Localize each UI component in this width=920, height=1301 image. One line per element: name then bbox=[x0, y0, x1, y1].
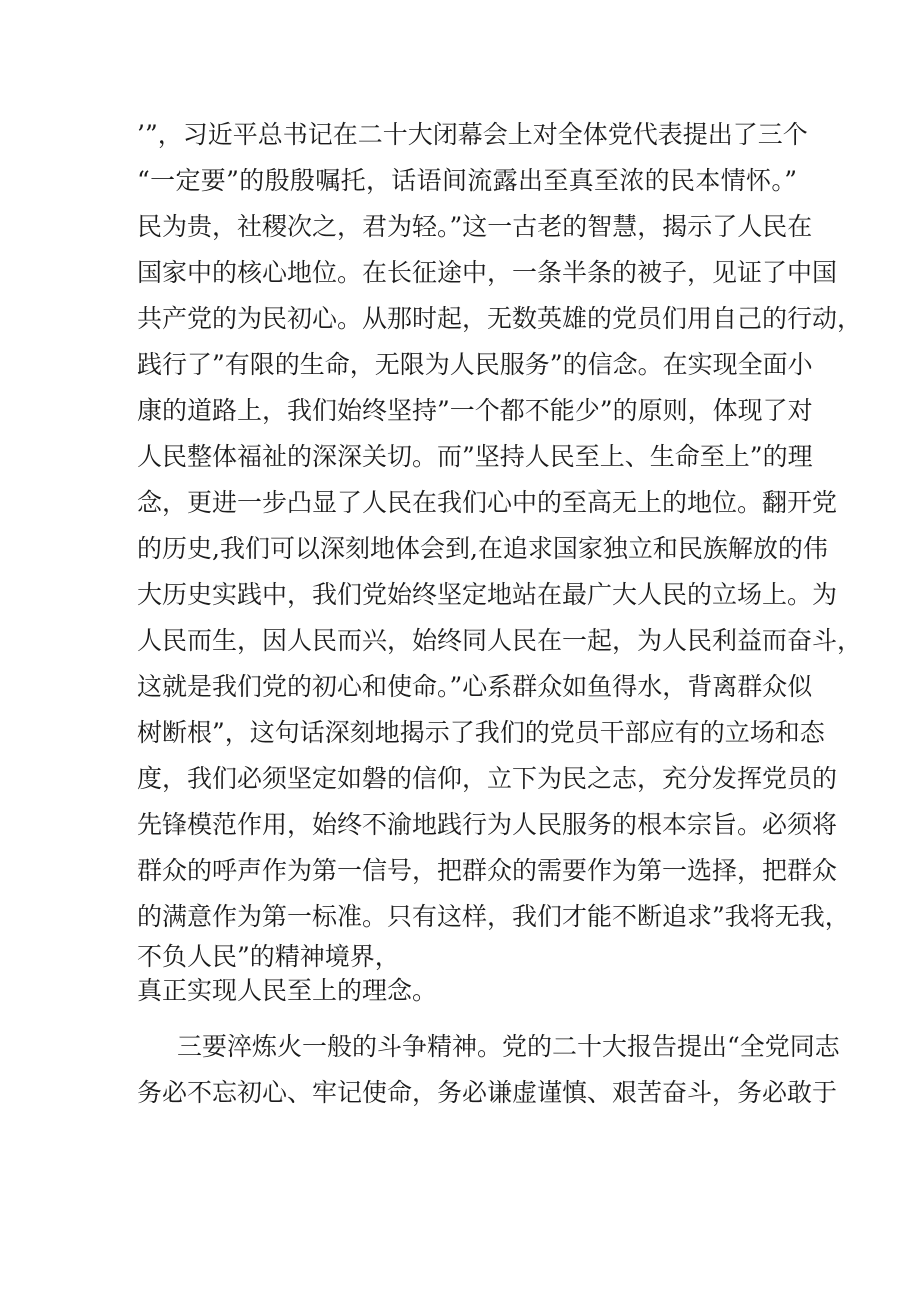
paragraph-start-line: 三要淬炼火一般的斗争精神。党的二十大报告提出“全党同志 bbox=[177, 1032, 840, 1061]
text-line: ’”，习近平总书记在二十大闭幕会上对全体党代表提出了三个 bbox=[137, 120, 808, 149]
text-line: 人民整体福祉的深深关切。而”坚持人民至上、生命至上”的理 bbox=[137, 442, 813, 471]
text-line: 康的道路上，我们始终坚持”一个都不能少”的原则，体现了对 bbox=[137, 396, 813, 425]
text-line: 人民而生，因人民而兴，始终同人民在一起，为人民利益而奋斗， bbox=[137, 626, 863, 655]
text-line: 国家中的核心地位。在长征途中，一条半条的被子，见证了中国 bbox=[137, 258, 838, 287]
text-line: 践行了”有限的生命，无限为人民服务”的信念。在实现全面小 bbox=[137, 350, 813, 379]
body-text bbox=[137, 112, 863, 1116]
text-line: “一定要”的殷殷嘱托，话语间流露出至真至浓的民本情怀。” bbox=[137, 166, 797, 195]
text-line: 念，更进一步凸显了人民在我们心中的至高无上的地位。翻开党 bbox=[137, 488, 838, 517]
text-line: 先锋模范作用，始终不渝地践行为人民服务的根本宗旨。必须将 bbox=[137, 810, 838, 839]
text-line: 的满意作为第一标准。只有这样，我们才能不断追求”我将无我， bbox=[137, 902, 850, 931]
text-line: 这就是我们党的初心和使命。”心系群众如鱼得水，背离群众似 bbox=[137, 672, 813, 701]
text-line: 度，我们必须坚定如磐的信仰，立下为民之志，充分发挥党员的 bbox=[137, 764, 838, 793]
text-line: 不负人民”的精神境界， bbox=[137, 942, 400, 971]
text-line: 共产党的为民初心。从那时起，无数英雄的党员们用自己的行动， bbox=[137, 304, 863, 333]
text-line: 群众的呼声作为第一信号，把群众的需要作为第一选择，把群众 bbox=[137, 856, 838, 885]
text-line: 务必不忘初心、牢记使命，务必谦虚谨慎、艰苦奋斗，务必敢于 bbox=[137, 1078, 838, 1107]
text-line: 的历史,我们可以深刻地体会到,在追求国家独立和民族解放的伟 bbox=[137, 534, 828, 563]
text-line: 树断根”，这句话深刻地揭示了我们的党员干部应有的立场和态 bbox=[137, 718, 825, 747]
text-line: 民为贵，社稷次之，君为轻。”这一古老的智慧，揭示了人民在 bbox=[137, 212, 813, 241]
text-line: 真正实现人民至上的理念。 bbox=[137, 976, 438, 1005]
text-line: 大历史实践中，我们党始终坚定地站在最广大人民的立场上。为 bbox=[137, 580, 838, 609]
